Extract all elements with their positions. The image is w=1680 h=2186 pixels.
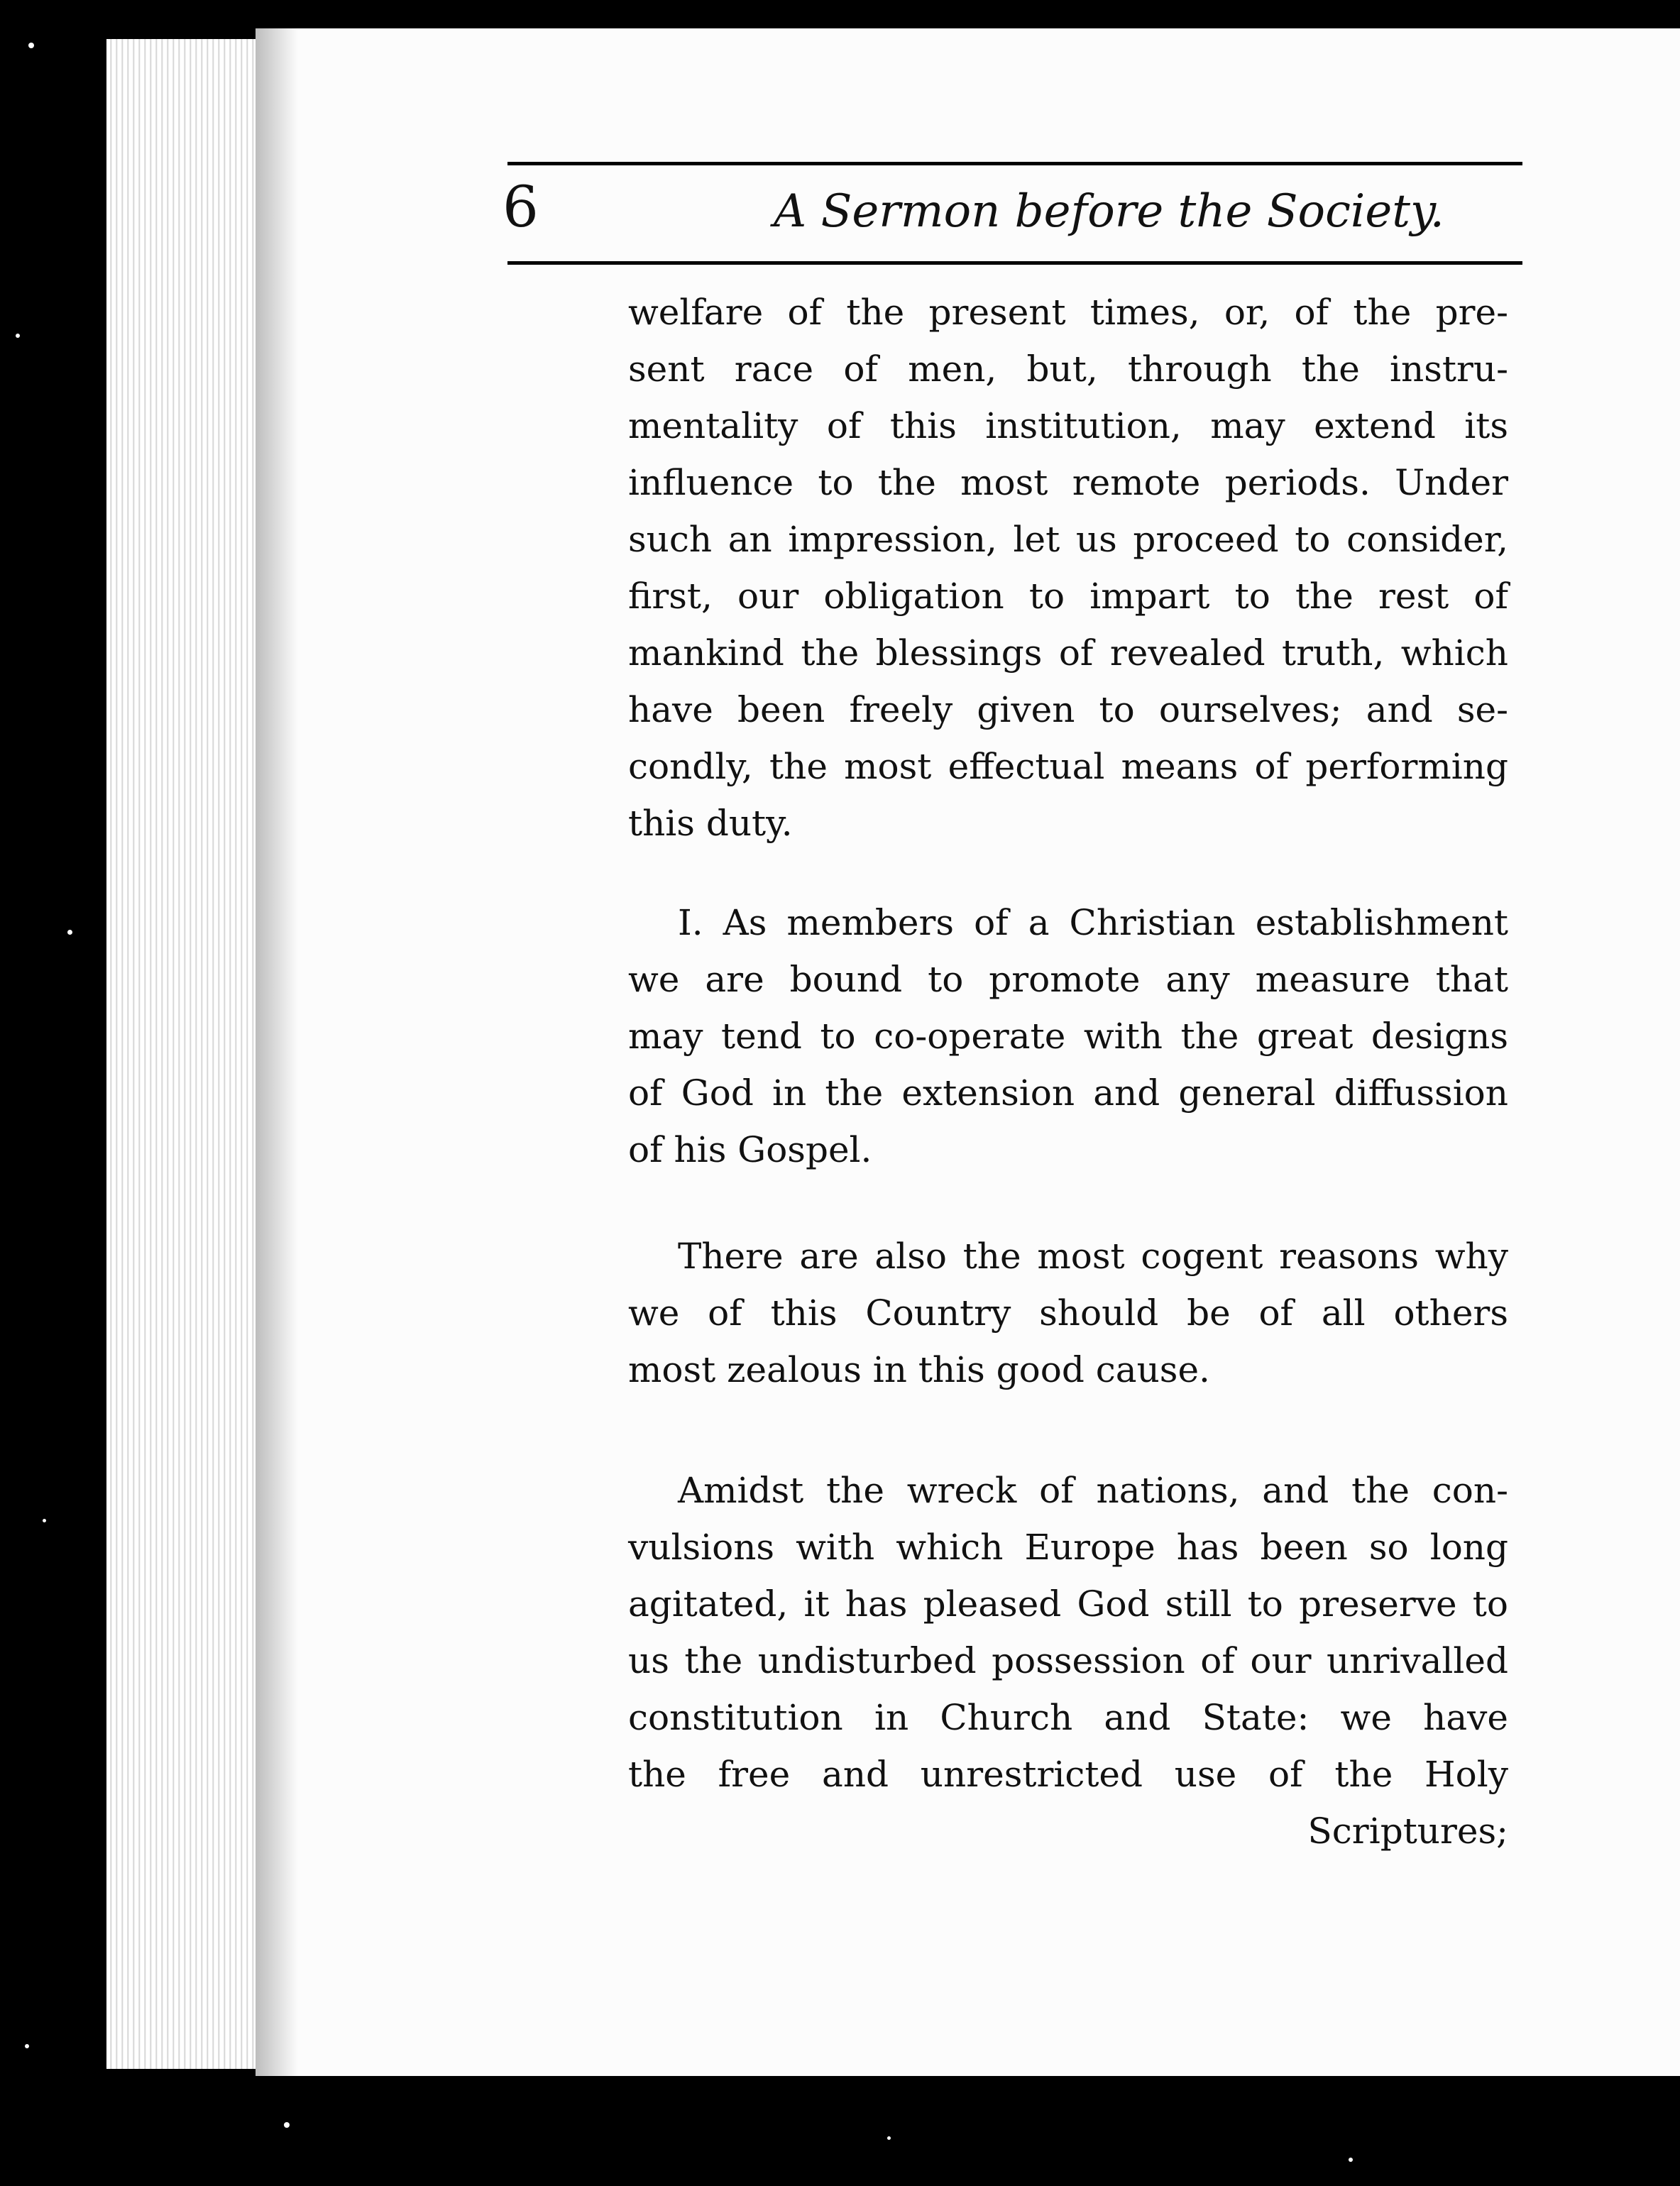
scan-speck	[1349, 2158, 1353, 2162]
text-line: Amidst the wreck of nations, and the con-	[678, 1470, 1508, 1511]
text-line: we are bound to promote any measure that	[628, 959, 1508, 1000]
scan-speck	[284, 2122, 290, 2128]
text-line: condly, the most effectual means of performing	[628, 746, 1508, 787]
paragraph-2	[628, 894, 1508, 1178]
text-line: constitution in Church and State: we have	[628, 1697, 1508, 1738]
text-line: I. As members of a Christian establishment	[678, 902, 1508, 943]
text-line: this duty.	[628, 803, 793, 844]
running-title: A Sermon before the Society.	[774, 185, 1444, 238]
scan-speck	[67, 930, 72, 935]
text-line: mankind the blessings of revealed truth, which	[628, 632, 1508, 674]
catchword: Scriptures;	[1307, 1811, 1508, 1852]
header-rule-top	[507, 162, 1522, 165]
scan-speck	[43, 1519, 46, 1522]
book-page-edges	[106, 39, 277, 2069]
text-line: mentality of this institution, may extend its	[628, 405, 1508, 446]
text-line: first, our obligation to impart to the rest of	[628, 576, 1508, 617]
text-line: of God in the extension and general diffussion	[628, 1072, 1508, 1114]
scan-speck	[25, 2044, 29, 2048]
text-line: welfare of the present times, or, of the pre-	[628, 292, 1508, 333]
text-line: sent race of men, but, through the instru-	[628, 348, 1508, 390]
text-line: the free and unrestricted use of the Holy	[628, 1754, 1508, 1795]
text-line: vulsions with which Europe has been so long	[628, 1527, 1508, 1568]
text-line: we of this Country should be of all others	[628, 1292, 1508, 1334]
paragraph-1	[628, 284, 1508, 852]
text-line: of his Gospel.	[628, 1129, 872, 1170]
scan-speck	[28, 43, 34, 48]
text-line: us the undisturbed possession of our unrivalled	[628, 1640, 1508, 1681]
paragraph-4	[628, 1462, 1508, 1860]
text-line: have been freely given to ourselves; and se-	[628, 689, 1508, 730]
header-rule-bottom	[507, 261, 1522, 265]
scan-speck	[16, 334, 20, 338]
text-line: such an impression, let us proceed to consider,	[628, 519, 1508, 560]
text-line: There are also the most cogent reasons why	[678, 1236, 1508, 1277]
scan-speck	[887, 2136, 891, 2140]
text-line: influence to the most remote periods. Under	[628, 462, 1508, 503]
text-line: may tend to co-operate with the great designs	[628, 1016, 1508, 1057]
paragraph-3	[628, 1228, 1508, 1398]
text-line: agitated, it has pleased God still to preserve to	[628, 1583, 1508, 1625]
text-line: most zealous in this good cause.	[628, 1349, 1210, 1390]
gutter-shadow	[256, 28, 298, 2076]
page-number: 6	[503, 174, 539, 240]
